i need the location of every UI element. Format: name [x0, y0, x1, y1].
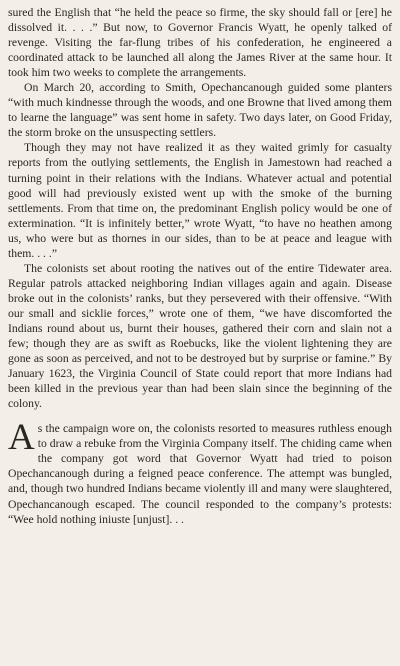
paragraph-tidewater: The colonists set about rooting the natives out of the entire Tidewater area. Regular patrols attacked neighboring Indian villages again and again. Disease broke out in the colonists’ ranks, but they persevered with their offensive. “With our small and sicklie forces,” wrote one of them, “we have discomforted the Indians round about us, burnt their houses, gathered their corn and slain not a few; though they are as swift as Roebucks, like the violent lightening they are gone as soon as perceived, and not to be destroyed but by surprise or famine.” By January 1623, the Virginia Council of State could report that more Indians had been killed in the previous year than had been slain since the beginning of the colony.	[8, 261, 392, 411]
paragraph-campaign	[8, 417, 392, 526]
section-break	[8, 411, 392, 421]
paragraph-campaign-text: s the campaign wore on, the colonists resorted to measures ruthless enough to draw a rebuke from the Virginia Company itself. The chiding came when the company got word that Governor Wyatt had tried to poison Opechancanough during a feigned peace conference. The attempt was bungled, and, though two hundred Indians became violently ill and many were slaughtered, Opechancanough escaped. The council responded to the company’s protests: “Wee hold nothing iniuste [unjust]. . .	[8, 422, 392, 526]
drop-cap-letter: A	[8, 417, 35, 459]
paragraph-march-20: On March 20, according to Smith, Opechancanough guided some planters “with much kindnesse through the woods, and one Browne that lived among them to learne the language” was sent home in safety. Two days later, on Good Friday, the storm broke on the unsuspecting settlers.	[8, 81, 392, 140]
paragraph-turning-point: Though they may not have realized it as they waited grimly for casualty reports from the outlying settlements, the English in Jamestown had reached a turning point in their relations with the Indians. Whatever actual and potential good will had previously existed went up with the smoke of the burning settlements. From that time on, the predominant English policy would be one of extermination. “It is infinitely better,” wrote Wyatt, “to have no heathen among us, who were but as thornes in our sides, than to be at peace and league with them. . . .”	[8, 141, 392, 260]
paragraph-continuation: sured the English that “he held the peace so firme, the sky should fall or [ere] he dissolved it. . . .” But now, to Governor Francis Wyatt, he openly talked of revenge. Visiting the far-flung tribes of his confederation, he engineered a coordinated attack to be launched all along the James River at the same hour. It took him two weeks to complete the arrangements.	[8, 6, 392, 80]
